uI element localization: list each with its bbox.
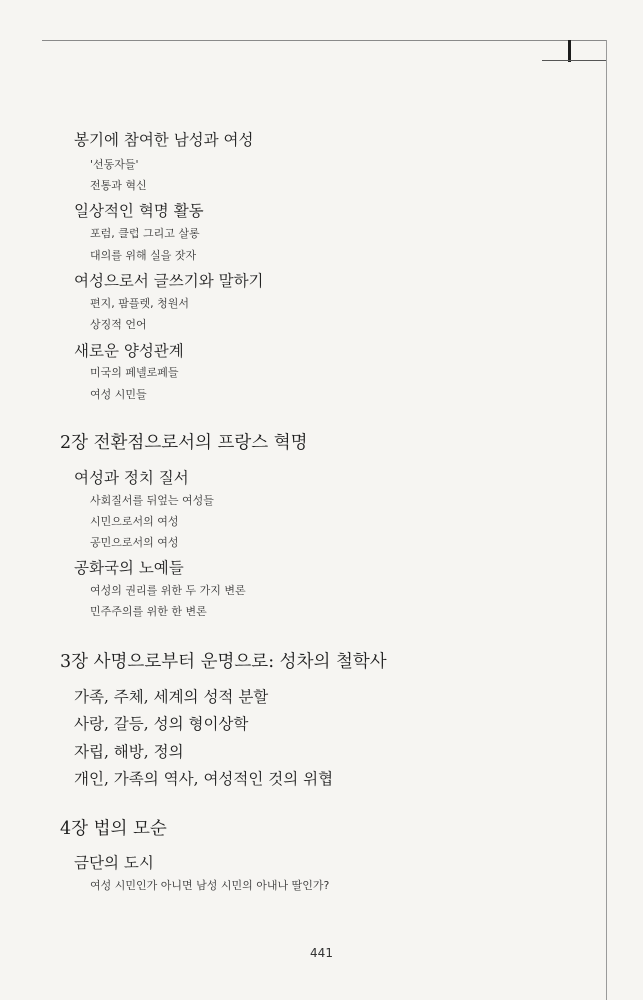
toc-section: 개인, 가족의 역사, 여성적인 것의 위협	[74, 770, 334, 788]
toc-section: 자립, 해방, 정의	[74, 743, 184, 761]
toc-section: 사랑, 갈등, 성의 형이상학	[74, 715, 249, 733]
toc-section: 공화국의 노예들	[74, 559, 184, 577]
toc-subsection: 여성 시민인가 아니면 남성 시민의 아내나 딸인가?	[90, 879, 330, 892]
toc-subsection: 상징적 언어	[90, 318, 147, 331]
toc-section: 금단의 도시	[74, 854, 154, 872]
toc-section: 여성으로서 글쓰기와 말하기	[74, 272, 264, 290]
toc-section: 가족, 주체, 세계의 성적 분할	[74, 688, 269, 706]
toc-subsection: 여성 시민들	[90, 388, 147, 401]
toc-subsection: 편지, 팜플렛, 청원서	[90, 297, 189, 310]
toc-subsection: 시민으로서의 여성	[90, 515, 179, 528]
toc-chapter: 4장 법의 모순	[60, 819, 167, 839]
toc-subsection: 대의를 위해 실을 잣자	[90, 249, 197, 262]
toc-subsection: 민주주의를 위한 한 변론	[90, 605, 207, 618]
toc-chapter: 2장 전환점으로서의 프랑스 혁명	[60, 433, 308, 453]
toc-subsection: '선동자들'	[90, 158, 139, 171]
toc-subsection: 공민으로서의 여성	[90, 536, 179, 549]
toc-subsection: 전통과 혁신	[90, 179, 147, 192]
toc-section: 일상적인 혁명 활동	[74, 202, 204, 220]
toc-subsection: 여성의 권리를 위한 두 가지 변론	[90, 584, 246, 597]
toc-subsection: 사회질서를 뒤엎는 여성들	[90, 494, 214, 507]
toc-chapter: 3장 사명으로부터 운명으로: 성차의 철학사	[60, 652, 387, 672]
toc-section: 봉기에 참여한 남성과 여성	[74, 131, 254, 149]
page-number: 441	[310, 946, 333, 960]
toc-subsection: 포럼, 클럽 그리고 살롱	[90, 227, 200, 240]
toc-section: 새로운 양성관계	[74, 342, 184, 360]
toc-section: 여성과 정치 질서	[74, 469, 189, 487]
toc-subsection: 미국의 페넬로페들	[90, 366, 179, 379]
